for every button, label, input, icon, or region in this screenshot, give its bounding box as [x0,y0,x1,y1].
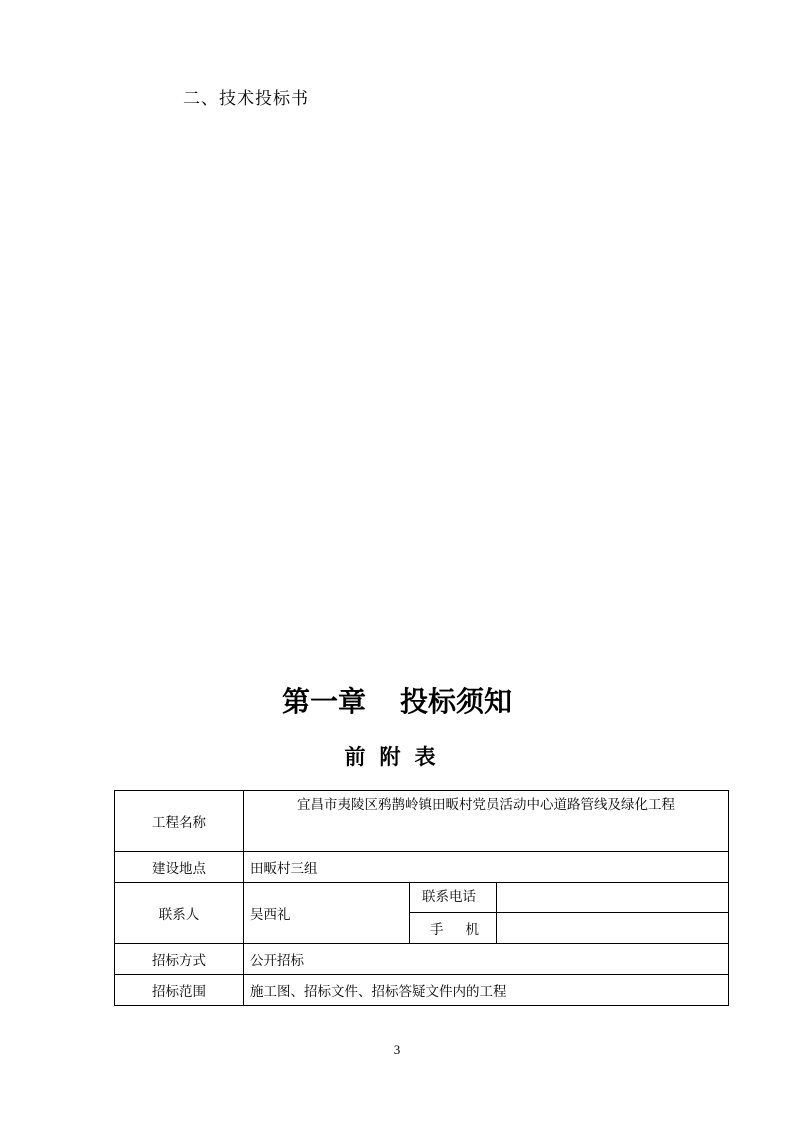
table-row [115,944,729,975]
site-label: 建设地点 [115,852,244,883]
project-name-label: 工程名称 [115,791,244,852]
method-label: 招标方式 [115,944,244,975]
table-row [115,791,729,852]
table-row [115,975,729,1006]
appendix-table [114,790,729,1006]
site-value: 田畈村三组 [244,852,729,883]
section-heading: 二、技术投标书 [183,89,309,109]
scope-label: 招标范围 [115,975,244,1006]
contact-value: 吴西礼 [244,883,410,944]
contact-label: 联系人 [115,883,244,944]
scope-value: 施工图、招标文件、招标答疑文件内的工程 [244,975,729,1006]
method-value: 公开招标 [244,944,729,975]
chapter-number: 第一章 [281,685,366,718]
phone-label: 联系电话 [410,883,497,913]
chapter-title [0,680,794,720]
mobile-value [497,913,729,944]
page-number: 3 [393,1042,401,1057]
table-row [115,883,729,913]
table-title: 前附表 [344,744,450,769]
project-name-value: 宜昌市夷陵区鸦鹊岭镇田畈村党员活动中心道路管线及绿化工程 [244,791,729,852]
phone-value [497,883,729,913]
table-row [115,852,729,883]
mobile-label [410,913,497,944]
mobile-label-char: 手 [430,922,444,938]
mobile-label-char: 机 [465,922,479,938]
chapter-name: 投标须知 [400,685,513,718]
